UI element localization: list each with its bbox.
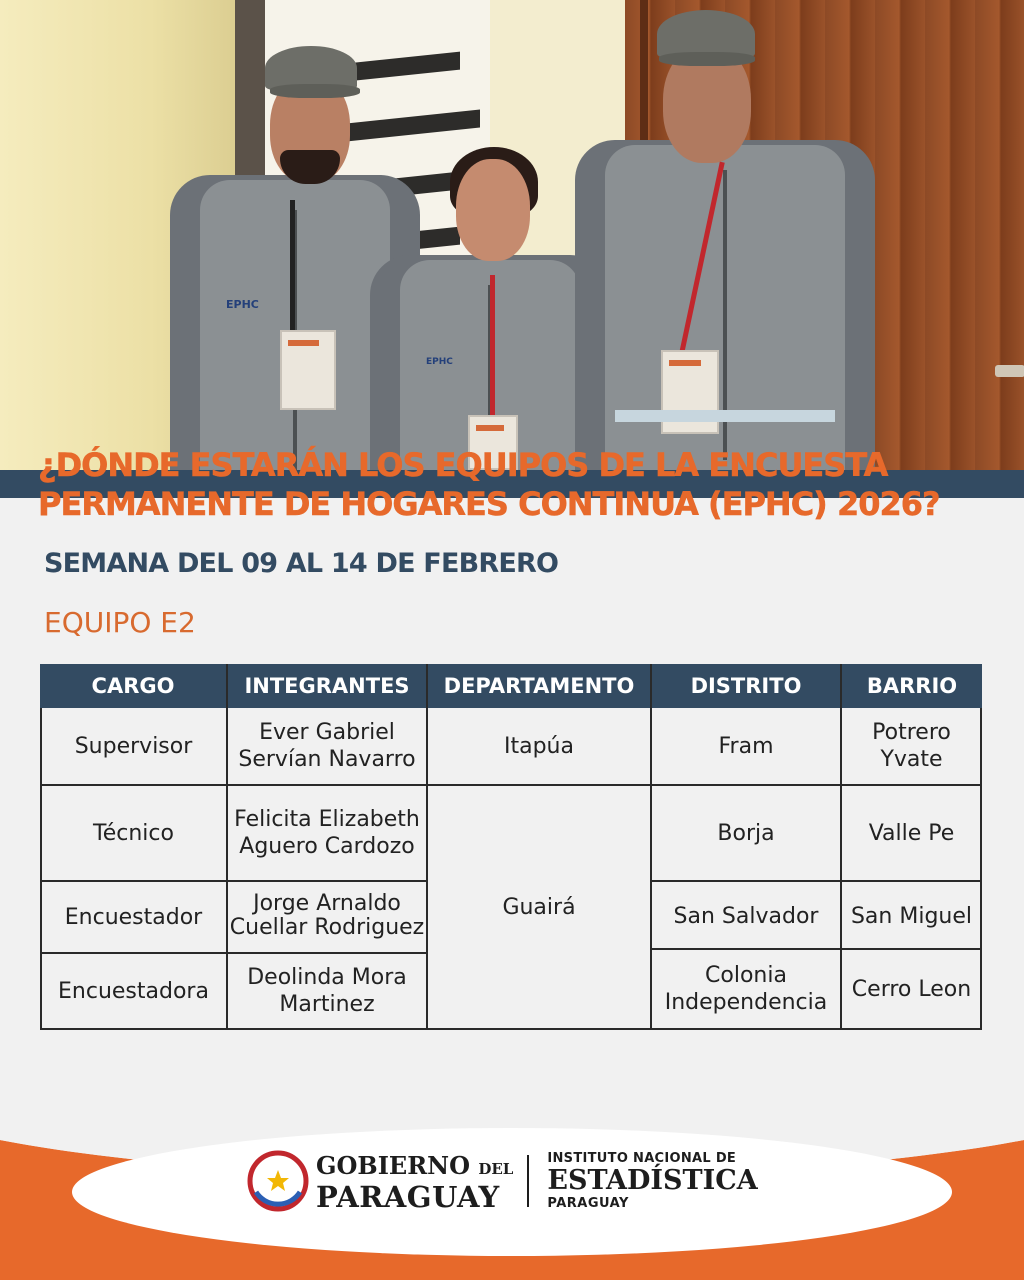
- header-distrito: DISTRITO: [652, 664, 840, 708]
- gobierno-del: DEL: [478, 1159, 514, 1178]
- table-cell-integrantes: Felicita Elizabeth Aguero Cardozo: [234, 807, 420, 859]
- table-cell-barrio: San Miguel: [850, 903, 973, 929]
- ine-line-2: ESTADÍSTICA: [547, 1165, 758, 1196]
- week-label: SEMANA DEL 09 AL 14 DE FEBRERO: [44, 548, 559, 579]
- table-cell-barrio: Potrero Yvate: [872, 720, 951, 772]
- gobierno-logo-text: [316, 1150, 514, 1214]
- team-photo: [0, 0, 1024, 470]
- table-border: [226, 664, 228, 1030]
- table-cell-departamento: Itapúa: [504, 733, 574, 759]
- vest-text: EPHC: [226, 298, 259, 311]
- headline-line-2: PERMANENTE DE HOGARES CONTINUA (EPHC) 2026?: [38, 485, 940, 523]
- gobierno-word: GOBIERNO: [316, 1150, 470, 1180]
- table-border: [40, 708, 42, 1030]
- headline-line-1: ¿DÓNDE ESTARÁN LOS EQUIPOS DE LA ENCUESTA: [38, 446, 888, 484]
- table-border: [650, 948, 982, 950]
- header-barrio: BARRIO: [842, 664, 982, 708]
- person-middle: [370, 145, 610, 470]
- table-cell-distrito: Fram: [718, 733, 774, 759]
- footer-logos: [246, 1150, 758, 1212]
- table-border: [840, 664, 842, 1030]
- paraguay-seal-icon: [246, 1150, 310, 1212]
- team-label: EQUIPO E2: [44, 606, 196, 639]
- table-cell-cargo: Supervisor: [74, 733, 193, 759]
- table-cell-barrio: Valle Pe: [868, 820, 955, 846]
- table-border: [40, 1028, 982, 1030]
- table-cell-barrio: Cerro Leon: [851, 976, 972, 1002]
- table-cell-departamento: Guairá: [502, 894, 576, 920]
- paraguay-word: PARAGUAY: [316, 1179, 500, 1214]
- table-cell-cargo: Encuestador: [64, 904, 203, 930]
- header-departamento: DEPARTAMENTO: [428, 664, 650, 708]
- logo-divider: [527, 1155, 529, 1207]
- table-border: [426, 664, 428, 1030]
- ine-line-1: INSTITUTO NACIONAL DE: [547, 1151, 737, 1166]
- photo-door-handle: [995, 365, 1024, 377]
- table-cell-cargo: Encuestadora: [58, 978, 209, 1004]
- table-cell-cargo: Técnico: [93, 820, 174, 846]
- table-cell-distrito: Colonia Independencia: [664, 963, 828, 1015]
- person-right: [575, 10, 875, 470]
- table-border: [650, 664, 652, 1030]
- vest-text: EPHC: [426, 357, 453, 367]
- table-cell-integrantes: Ever Gabriel Servían Navarro: [238, 720, 416, 772]
- table-border: [980, 708, 982, 1030]
- ine-line-3: PARAGUAY: [547, 1196, 629, 1211]
- table-border: [650, 880, 982, 882]
- table-cell-distrito: Borja: [717, 820, 775, 846]
- table-border: [40, 952, 428, 954]
- header-integrantes: INTEGRANTES: [228, 664, 426, 708]
- table-cell-distrito: San Salvador: [673, 903, 819, 929]
- table-cell-integrantes: Deolinda Mora Martinez: [247, 965, 407, 1017]
- header-cargo: CARGO: [40, 664, 226, 708]
- table-border: [40, 880, 428, 882]
- ine-logo-text: [547, 1151, 757, 1211]
- headline: [38, 446, 998, 524]
- table-cell-integrantes: Jorge Arnaldo Cuellar Rodriguez: [229, 891, 425, 940]
- table-border: [40, 784, 982, 786]
